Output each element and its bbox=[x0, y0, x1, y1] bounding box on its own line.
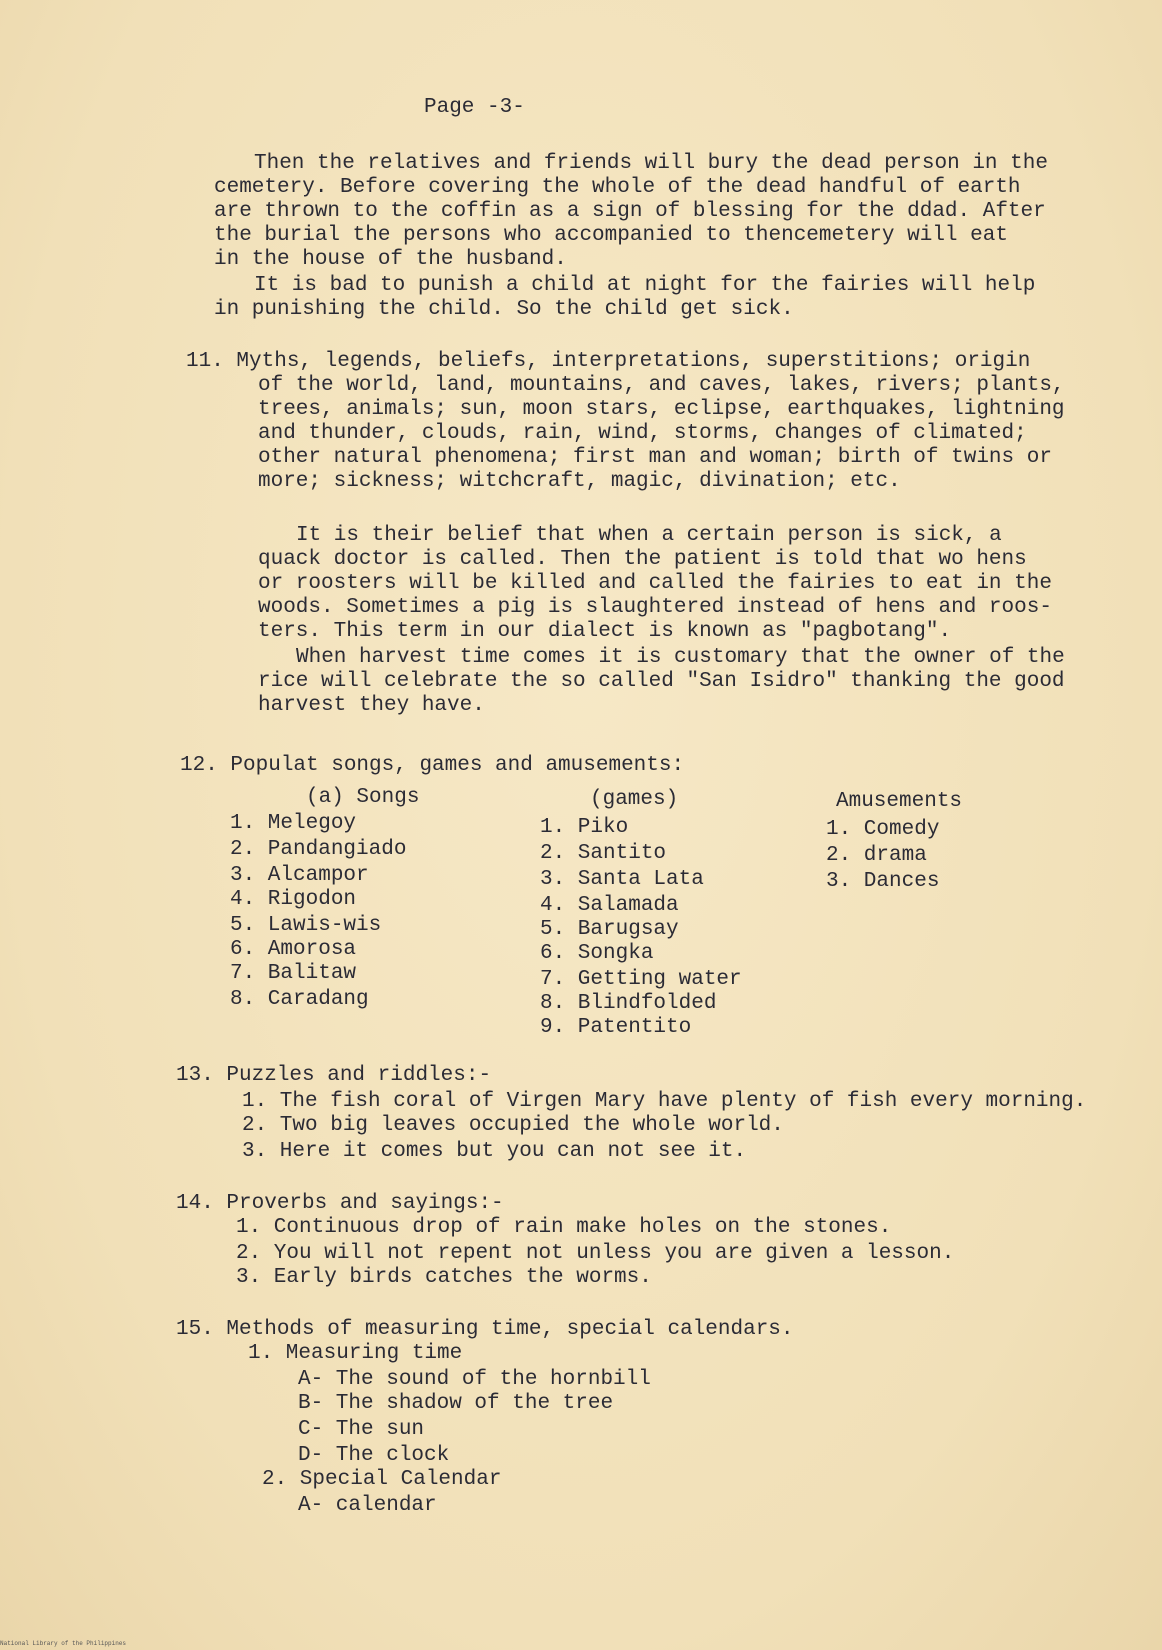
section11-body: woods. Sometimes a pig is slaughtered instead of hens and roos- bbox=[258, 596, 1052, 619]
page-number: Page -3- bbox=[424, 96, 525, 119]
section12-heading: 12. Populat songs, games and amusements: bbox=[180, 754, 685, 777]
measuring-item: B- The shadow of the tree bbox=[298, 1392, 614, 1415]
section11-body: When harvest time comes it is customary that the owner of the bbox=[296, 646, 1065, 669]
intro-line: are thrown to the coffin as a sign of blessing for the ddad. After bbox=[214, 200, 1046, 223]
game-item: 2. Santito bbox=[540, 842, 667, 865]
section11-heading: of the world, land, mountains, and caves, lakes, rivers; plants, bbox=[258, 374, 1065, 397]
game-item: 9. Patentito bbox=[540, 1016, 692, 1039]
section11-heading: and thunder, clouds, rain, wind, storms, changes of climated; bbox=[258, 422, 1027, 445]
songs-header: (a) Songs bbox=[306, 786, 420, 809]
game-item: 6. Songka bbox=[540, 942, 654, 965]
section11-body: ters. This term in our dialect is known as "pagbotang". bbox=[258, 620, 952, 643]
section14-heading: 14. Proverbs and sayings:- bbox=[176, 1192, 504, 1215]
section11-heading: other natural phenomena; first man and woman; birth of twins or bbox=[258, 446, 1052, 469]
proverb-item: 2. You will not repent not unless you are given a lesson. bbox=[236, 1242, 955, 1265]
game-item: 1. Piko bbox=[540, 816, 629, 839]
games-header: (games) bbox=[590, 788, 679, 811]
proverb-item: 1. Continuous drop of rain make holes on the stones. bbox=[236, 1216, 892, 1239]
amusements-header: Amusements bbox=[836, 790, 963, 813]
riddle-item: 2. Two big leaves occupied the whole world. bbox=[242, 1114, 784, 1137]
section15-heading: 15. Methods of measuring time, special calendars. bbox=[176, 1318, 794, 1341]
section11-body: harvest they have. bbox=[258, 694, 485, 717]
game-item: 4. Salamada bbox=[540, 894, 679, 917]
amusement-item: 1. Comedy bbox=[826, 818, 940, 841]
riddle-item: 3. Here it comes but you can not see it. bbox=[242, 1140, 747, 1163]
measuring-time-heading: 1. Measuring time bbox=[248, 1342, 463, 1365]
calendar-item: A- calendar bbox=[298, 1494, 437, 1517]
archive-footer: National Library of the Philippines bbox=[0, 1640, 127, 1647]
song-item: 8. Caradang bbox=[230, 988, 369, 1011]
song-item: 7. Balitaw bbox=[230, 962, 357, 985]
section11-heading: trees, animals; sun, moon stars, eclipse, earthquakes, lightning bbox=[258, 398, 1065, 421]
song-item: 1. Melegoy bbox=[230, 812, 357, 835]
section11-heading: 11. Myths, legends, beliefs, interpretations, superstitions; origin bbox=[186, 350, 1031, 373]
intro-line: in the house of the husband. bbox=[214, 248, 567, 271]
measuring-item: C- The sun bbox=[298, 1418, 425, 1441]
song-item: 3. Alcampor bbox=[230, 864, 369, 887]
measuring-item: A- The sound of the hornbill bbox=[298, 1368, 651, 1391]
song-item: 6. Amorosa bbox=[230, 938, 357, 961]
song-item: 5. Lawis-wis bbox=[230, 914, 382, 937]
section11-heading: more; sickness; witchcraft, magic, divination; etc. bbox=[258, 470, 901, 493]
special-calendar-heading: 2. Special Calendar bbox=[262, 1468, 502, 1491]
game-item: 3. Santa Lata bbox=[540, 868, 704, 891]
song-item: 4. Rigodon bbox=[230, 888, 357, 911]
amusement-item: 2. drama bbox=[826, 844, 927, 867]
intro-line: in punishing the child. So the child get sick. bbox=[214, 298, 794, 321]
game-item: 5. Barugsay bbox=[540, 918, 679, 941]
section11-body: It is their belief that when a certain person is sick, a bbox=[296, 524, 1002, 547]
amusement-item: 3. Dances bbox=[826, 870, 940, 893]
intro-line: cemetery. Before covering the whole of the dead handful of earth bbox=[214, 176, 1021, 199]
section11-body: quack doctor is called. Then the patient is told that wo hens bbox=[258, 548, 1027, 571]
intro-line: the burial the persons who accompanied to thencemetery will eat bbox=[214, 224, 1008, 247]
riddle-item: 1. The fish coral of Virgen Mary have plenty of fish every morning. bbox=[242, 1090, 1087, 1113]
section13-heading: 13. Puzzles and riddles:- bbox=[176, 1064, 492, 1087]
intro-line: Then the relatives and friends will bury the dead person in the bbox=[254, 152, 1048, 175]
proverb-item: 3. Early birds catches the worms. bbox=[236, 1266, 652, 1289]
section11-body: rice will celebrate the so called "San Isidro" thanking the good bbox=[258, 670, 1065, 693]
game-item: 8. Blindfolded bbox=[540, 992, 717, 1015]
game-item: 7. Getting water bbox=[540, 968, 742, 991]
intro-line: It is bad to punish a child at night for the fairies will help bbox=[254, 274, 1036, 297]
section11-body: or roosters will be killed and called the fairies to eat in the bbox=[258, 572, 1052, 595]
measuring-item: D- The clock bbox=[298, 1444, 450, 1467]
song-item: 2. Pandangiado bbox=[230, 838, 407, 861]
